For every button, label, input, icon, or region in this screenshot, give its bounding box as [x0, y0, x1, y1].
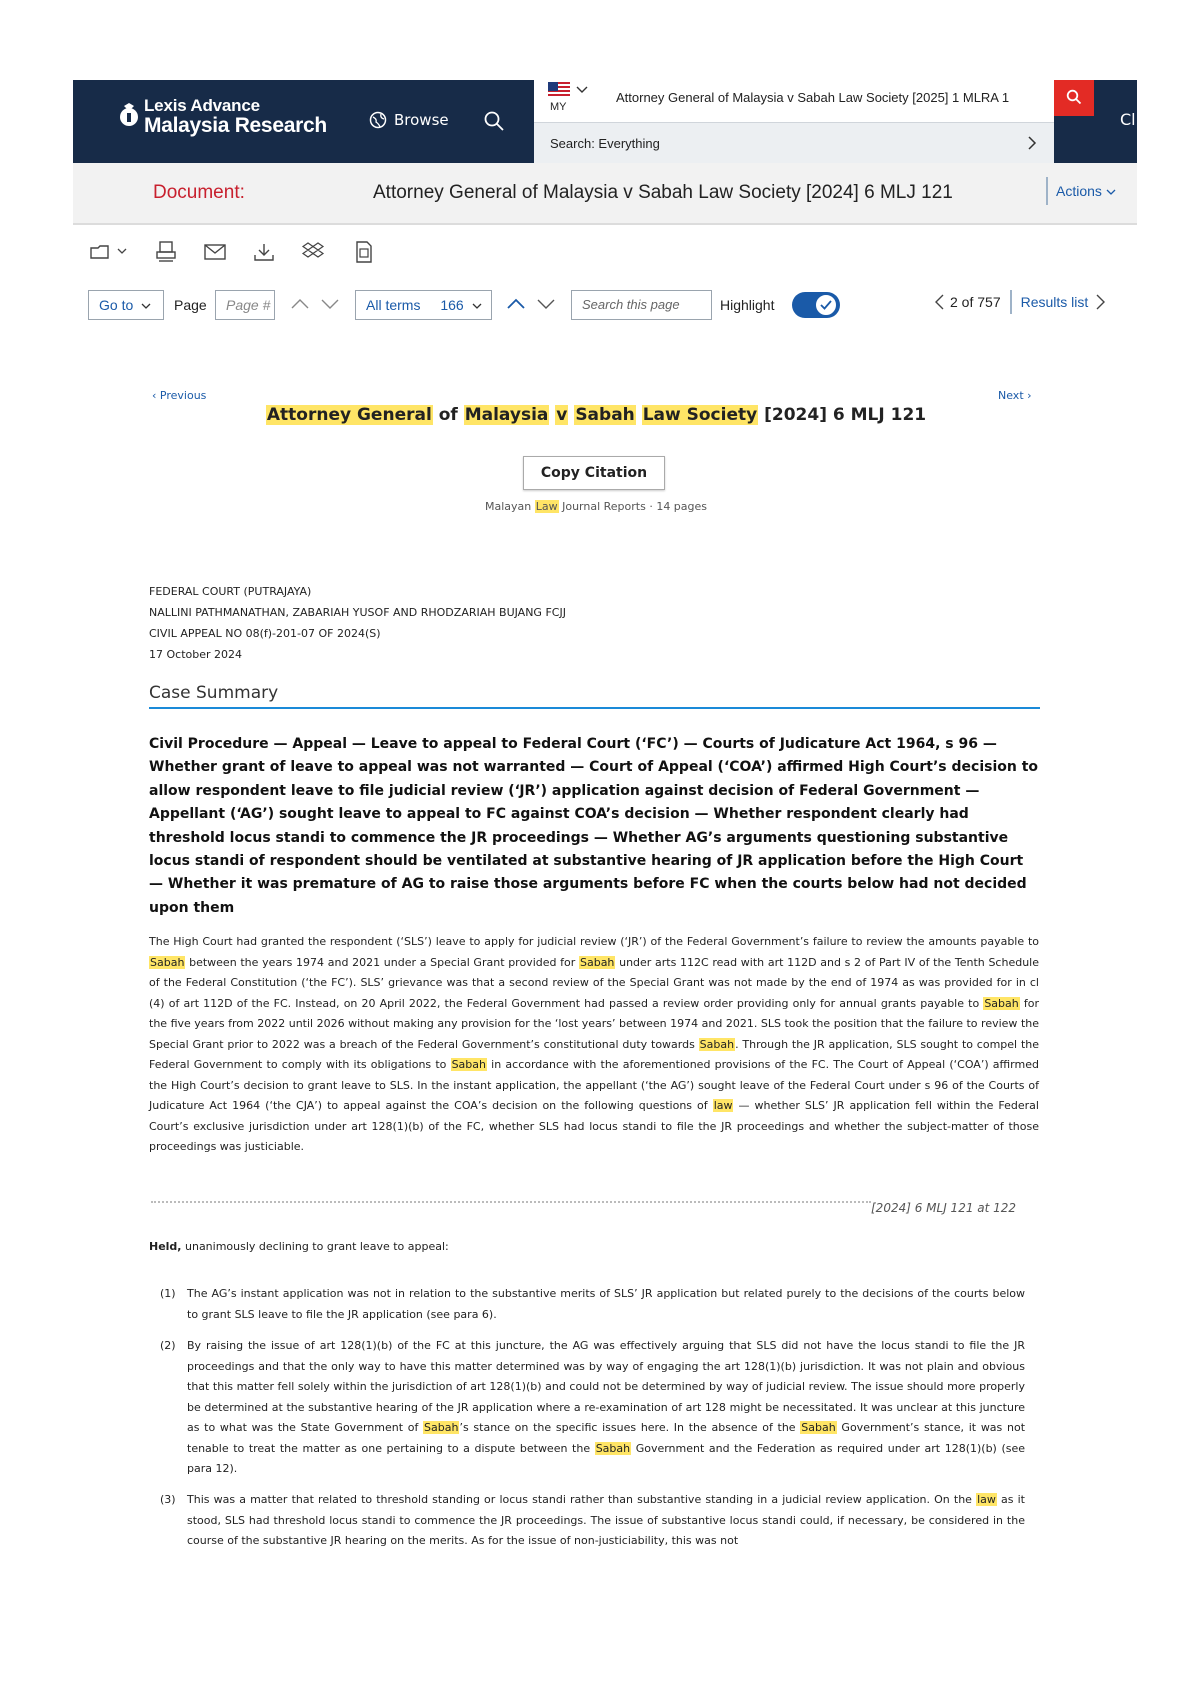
all-terms-label: All terms	[366, 297, 421, 313]
case-title	[0, 405, 1192, 425]
held-item-number: (1)	[160, 1287, 176, 1300]
chevron-up-icon[interactable]	[290, 298, 310, 310]
document-bar	[73, 163, 1137, 225]
logo-line-2: Malaysia Research	[144, 114, 327, 137]
search-icon	[1066, 89, 1082, 105]
chevron-right-icon	[1028, 136, 1037, 150]
held-item	[160, 1284, 1025, 1325]
hl-term: Law	[535, 500, 558, 513]
page-break-rule	[151, 1201, 871, 1203]
chevron-down-icon[interactable]	[117, 248, 127, 255]
case-summary-heading: Case Summary	[149, 683, 279, 703]
section-rule	[149, 707, 1040, 709]
search-page-placeholder: Search this page	[582, 297, 680, 312]
previous-label: Previous	[159, 389, 207, 402]
source-prefix: Malayan	[484, 500, 535, 513]
next-label: Next	[998, 389, 1024, 402]
chevron-down-icon	[1106, 189, 1116, 196]
search-button[interactable]	[1054, 80, 1094, 116]
actions-menu[interactable]	[1046, 177, 1116, 205]
search-input[interactable]: Attorney General of Malaysia v Sabah Law Society [2025] 1 MLRA 1	[616, 90, 1010, 105]
chevron-up-icon[interactable]	[506, 298, 526, 310]
hl-term: Sabah	[424, 1421, 459, 1434]
chevron-right-icon[interactable]	[1096, 294, 1105, 310]
held-rest: unanimously declining to grant leave to appeal:	[181, 1240, 449, 1253]
source-suffix: Journal Reports · 14 pages	[558, 500, 708, 513]
page-number-input[interactable]: Page #	[215, 290, 275, 320]
hl-term: Attorney General	[266, 405, 432, 425]
highlight-label: Highlight	[720, 297, 775, 313]
browse-label: Browse	[394, 111, 449, 129]
catchwords: Civil Procedure — Appeal — Leave to appeal to Federal Court (‘FC’) — Courts of Judicature Act 1964, s 96 — Whether grant of leave to appeal was not warranted — Court of Appeal (‘COA’) affirmed High Court’s decision to allow respondent leave to file judicial review (‘JR’) application against decision of Federal Government — Appellant (‘AG’) sought leave to appeal to FC against COA’s decision — Whether respondent clearly had threshold locus standi to commence the JR proceedings — Whether AG’s arguments questioning substantive locus standi of respondent should be ventilated at substantive hearing of JR application before the High Court — Whether it was premature of AG to raise those arguments before FC when the courts below had not decided upon them	[149, 736, 1039, 916]
previous-link[interactable]: ‹ Previous	[152, 389, 207, 402]
page-label: Page	[174, 297, 207, 313]
case-number: CIVIL APPEAL NO 08(f)-201-07 OF 2024(S)	[149, 627, 381, 640]
lexis-logo-icon	[118, 102, 140, 128]
results-list-link[interactable]: Results list	[1020, 294, 1089, 310]
folder-add-icon[interactable]	[88, 240, 112, 264]
search-scope-selector[interactable]	[534, 122, 1054, 163]
title-citation: [2024] 6 MLJ 121	[764, 405, 927, 425]
page-reference: [2024] 6 MLJ 121 at 122	[871, 1201, 1017, 1215]
copy-doc-icon[interactable]	[351, 240, 375, 264]
app-logo[interactable]	[118, 96, 327, 138]
hl-term: Sabah	[699, 1037, 735, 1051]
copy-citation-button[interactable]: Copy Citation	[523, 456, 665, 490]
held-item	[160, 1490, 1025, 1552]
pager-divider	[1010, 290, 1012, 314]
held-item-text: The AG’s instant application was not in relation to the substantive merits of SLS’ JR application but related purely to the decisions of the courts below to grant SLS leave to file the JR application (see para 6).	[187, 1287, 1025, 1321]
title-word: of	[438, 405, 458, 425]
document-title: Attorney General of Malaysia v Sabah Law Society [2024] 6 MLJ 121	[373, 182, 953, 203]
check-icon	[820, 300, 832, 310]
goto-label: Go to	[99, 297, 134, 313]
print-icon[interactable]	[154, 240, 178, 264]
highlight-toggle[interactable]	[792, 292, 840, 318]
held-item-text: By raising the issue of art 128(1)(b) of the FC at this juncture, the AG was effectively arguing that SLS did not have the locus standi to file the JR proceedings and that the only way to have this matter determined was by way of engaging the art 128(1)(b) jurisdiction. It was not plain and obvious that this matter fell solely within the jurisdiction of art 128(1)(b) and could not be determined by way of judicial review. The issue should more properly be determined at the substantive hearing of the JR application where a re-examination of art 128 might be necessitated. It was unclear at this juncture as to what was the State Government of Sabah’s stance on the specific issues here. In the absence of the Sabah Government’s stance, it was not tenable to treat the matter as one pertaining to a dispute between the Sabah Government and the Federation as required under art 128(1)(b) (see para 12).	[187, 1339, 1026, 1475]
dropbox-icon[interactable]	[301, 240, 325, 264]
globe-icon	[369, 111, 387, 129]
chevron-down-icon	[472, 303, 482, 310]
hl-term: Malaysia	[464, 405, 549, 425]
judges: NALLINI PATHMANATHAN, ZABARIAH YUSOF AND RHODZARIAH BUJANG FCJJ	[149, 606, 566, 619]
term-count: 166	[440, 297, 464, 313]
header-overflow-label[interactable]: Cl	[1120, 110, 1136, 129]
chevron-down-icon	[141, 303, 151, 310]
chevron-left-icon[interactable]	[935, 294, 944, 310]
held-item-text: This was a matter that related to threshold standing or locus standi rather than substantive standing in a judicial review application. On the law as it stood, SLS had threshold locus standi to commence the JR proceedings. The issue of substantive locus standi could, if necessary, be considered in the course of the substantive JR hearing on the merits. As for the issue of non-justiciability, this was not	[187, 1493, 1025, 1547]
hl-term: Sabah	[579, 955, 615, 969]
actions-label: Actions	[1056, 183, 1102, 199]
email-icon[interactable]	[203, 240, 227, 264]
hl-term: v	[556, 405, 568, 425]
chevron-down-icon	[576, 86, 588, 94]
result-position: 2 of 757	[950, 294, 1001, 310]
hl-term: Sabah	[801, 1421, 836, 1434]
logo-line-1: Lexis Advance	[144, 96, 260, 115]
hl-term: Sabah	[984, 996, 1019, 1010]
country-code: MY	[550, 101, 567, 113]
result-pager	[935, 290, 1105, 314]
browse-button[interactable]	[369, 111, 449, 129]
hl-term: Sabah	[451, 1058, 486, 1071]
document-label: Document:	[153, 182, 245, 203]
chevron-down-icon[interactable]	[320, 298, 340, 310]
court-name: FEDERAL COURT (PUTRAJAYA)	[149, 585, 312, 598]
source-line	[0, 500, 1192, 513]
case-summary-text: The High Court had granted the respondent (‘SLS’) leave to apply for judicial review (‘JR’) of the Federal Government’s failure to review the amounts payable to Sabah between the years 1974 and 2021 under a Special Grant provided for Sabah under arts 112C read with art 112D and s 2 of Part IV of the Tenth Schedule of the Federal Constitution (‘the FC’). SLS’ grievance was that a second review of the Special Grant was not made by the end of 1974 as was provided for in cl (4) of art 112D of the FC. Instead, on 20 April 2022, the Federal Government had passed a review order providing only for annual grants payable to Sabah for the five years from 2022 until 2026 without making any provision for the ‘lost years’ between 1974 and 2021. SLS took the position that the failure to review the Special Grant prior to 2022 was a breach of the Federal Government’s constitutional duty towards Sabah. Through the JR application, SLS sought to compel the Federal Government to comply with its obligations to Sabah in accordance with the aforementioned provisions of the FC. The Court of Appeal (‘COA’) affirmed the High Court’s decision to grant leave to SLS. In the instant application, the appellant (‘the AG’) sought leave of the Federal Court under s 96 of the Courts of Judicature Act 1964 (‘the CJA’) to appeal against the COA’s decision on the following questions of law — whether SLS’ JR application fell within the Federal Court’s exclusive jurisdiction under art 128(1)(b) of the FC, whether SLS had locus standi to file the JR proceedings and whether the subject-matter of those proceedings was justiciable.	[149, 935, 1039, 1153]
hl-term: law	[977, 1493, 996, 1506]
chevron-down-icon[interactable]	[536, 298, 556, 310]
hl-term: Sabah	[150, 955, 185, 969]
search-page-input[interactable]	[571, 290, 712, 320]
held-item	[160, 1336, 1025, 1480]
decision-date: 17 October 2024	[149, 648, 243, 661]
us-flag-icon	[548, 82, 570, 98]
hl-term: Law Society	[642, 405, 758, 425]
all-terms-dropdown[interactable]	[355, 290, 492, 320]
hl-term: Sabah	[575, 405, 635, 425]
country-selector[interactable]	[534, 80, 594, 120]
held-item-number: (2)	[160, 1339, 176, 1352]
goto-dropdown[interactable]	[88, 290, 164, 320]
held-item-number: (3)	[160, 1493, 176, 1506]
download-icon[interactable]	[252, 240, 276, 264]
search-icon[interactable]	[483, 110, 505, 132]
search-scope-label: Search: Everything	[550, 136, 660, 151]
held-intro	[149, 1240, 449, 1253]
hl-term: law	[713, 1099, 733, 1112]
next-link[interactable]: Next ›	[998, 389, 1032, 402]
hl-term: Sabah	[595, 1441, 631, 1455]
held-bold: Held,	[149, 1240, 182, 1253]
